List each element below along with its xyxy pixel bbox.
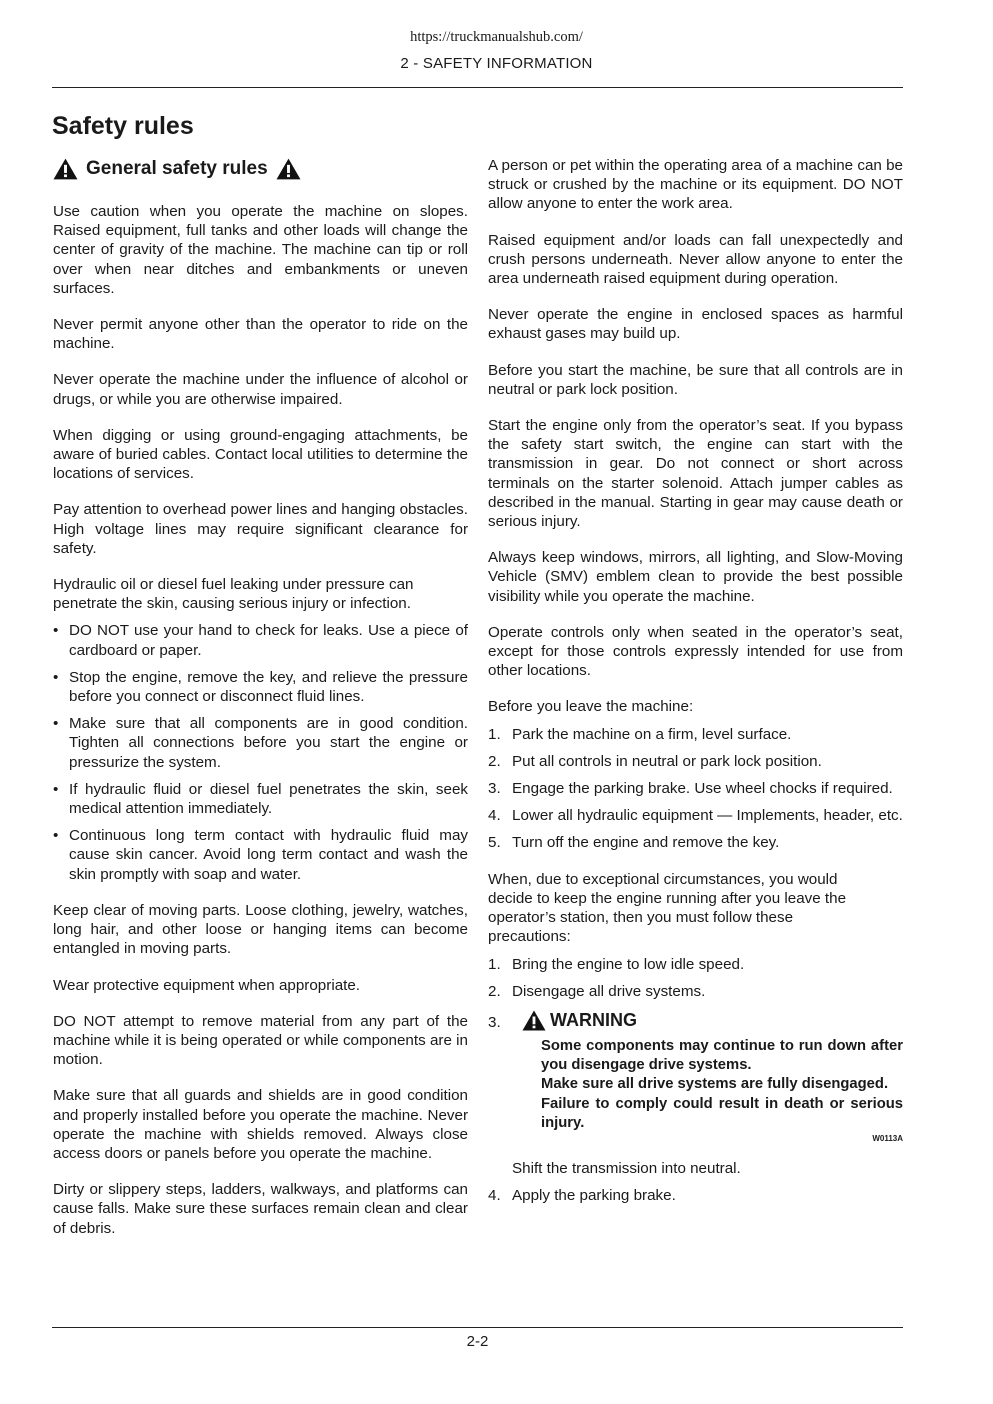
list-item-text: Make sure that all components are in good condition. Tighten all connections before you start the engine or pressurize the system. bbox=[69, 715, 468, 771]
step-number: 3. bbox=[488, 780, 501, 798]
list-item-text: Continuous long term contact with hydraulic fluid may cause skin cancer. Avoid long term contact and wash the skin promptly with soap and water. bbox=[69, 827, 468, 883]
footer-rule bbox=[52, 1327, 903, 1328]
warning-title: WARNING bbox=[550, 1010, 637, 1031]
list-item bbox=[488, 752, 903, 771]
left-column bbox=[53, 153, 468, 1255]
source-url: https://truckmanualshub.com/ bbox=[410, 29, 583, 45]
list-item-text: Stop the engine, remove the key, and relieve the pressure before you connect or disconnect fluid lines. bbox=[69, 668, 468, 706]
paragraph: Never operate the engine in enclosed spaces as harmful exhaust gases may build up. bbox=[488, 306, 903, 343]
step-number: 1. bbox=[488, 725, 501, 743]
section-header: 2 - SAFETY INFORMATION bbox=[400, 55, 593, 72]
list-item: • Continuous long term contact with hydraulic fluid may cause skin cancer. Avoid long term contact and wash the skin promptly with soap and water. bbox=[53, 827, 468, 883]
warning-box bbox=[488, 1009, 903, 1145]
list-item-text: Disengage all drive systems. bbox=[512, 982, 706, 1000]
leave-intro: Before you leave the machine: bbox=[488, 698, 694, 716]
list-item bbox=[488, 806, 903, 825]
paragraph: Wear protective equipment when appropriate. bbox=[53, 976, 361, 994]
bullet-list bbox=[53, 621, 468, 883]
warning-triangle-icon bbox=[53, 158, 78, 180]
step-number: 2. bbox=[488, 752, 501, 770]
paragraph: When digging or using ground-engaging attachments, be aware of buried cables. Contact local utilities to determine the locations of services. bbox=[53, 426, 468, 483]
warning-code: W0113A bbox=[872, 1133, 903, 1143]
step-continuation: Shift the transmission into neutral. bbox=[512, 1159, 741, 1177]
paragraph: Before you start the machine, be sure that all controls are in neutral or park lock position. bbox=[488, 361, 903, 398]
list-item: • Stop the engine, remove the key, and relieve the pressure before you connect or disconnect fluid lines. bbox=[53, 668, 468, 706]
paragraph: A person or pet within the operating area of a machine can be struck or crushed by the machine or its equipment. DO NOT allow anyone to enter the work area. bbox=[488, 157, 903, 213]
list-item bbox=[488, 779, 903, 798]
paragraph: Raised equipment and/or loads can fall unexpectedly and crush persons underneath. Never allow anyone to enter the area underneath raised equipment during operation. bbox=[488, 231, 903, 288]
paragraph: DO NOT attempt to remove material from any part of the machine while it is being operated or while components are in motion. bbox=[53, 1012, 468, 1069]
list-item-text: Put all controls in neutral or park lock position. bbox=[512, 752, 822, 770]
list-item bbox=[488, 982, 903, 1001]
paragraph: Hydraulic oil or diesel fuel leaking under pressure can penetrate the skin, causing serious injury or infection. bbox=[53, 576, 414, 613]
warning-triangle-icon bbox=[276, 158, 301, 180]
paragraph: Always keep windows, mirrors, all lighting, and Slow-Moving Vehicle (SMV) emblem clean to provide the best possible visibility while you operate the machine. bbox=[488, 549, 903, 605]
paragraph: Start the engine only from the operator’s seat. If you bypass the safety start switch, the engine can start with the transmission in gear. Do not connect or short across terminals on the starter solenoid. Attach jumper cables as described in the manual. Starting in gear may cause death or serious injury. bbox=[488, 417, 903, 531]
paragraph: Make sure that all guards and shields are in good condition and properly installed before you operate the machine. Never operate the machine with shields removed. Always close access doors or panels before you operate the machine. bbox=[53, 1087, 468, 1162]
page-title: Safety rules bbox=[52, 112, 194, 140]
step-number: 4. bbox=[488, 1187, 501, 1205]
warning-line: Failure to comply could result in death or serious injury. bbox=[541, 1095, 903, 1131]
list-item-text: Park the machine on a firm, level surface. bbox=[512, 725, 792, 743]
list-item bbox=[488, 833, 903, 852]
list-item-text: DO NOT use your hand to check for leaks. Use a piece of cardboard or paper. bbox=[69, 622, 468, 659]
leave-steps-list bbox=[488, 725, 903, 853]
subheading-text: General safety rules bbox=[86, 158, 268, 180]
step-number: 1. bbox=[488, 955, 501, 973]
running-steps-list bbox=[488, 955, 903, 1001]
warning-line: Make sure all drive systems are fully disengaged. bbox=[541, 1076, 889, 1093]
step-number: 4. bbox=[488, 807, 501, 825]
list-item: • DO NOT use your hand to check for leaks. Use a piece of cardboard or paper. bbox=[53, 622, 468, 659]
step-number: 5. bbox=[488, 834, 501, 852]
list-item bbox=[488, 1186, 903, 1205]
general-safety-heading bbox=[53, 153, 468, 185]
paragraph: Never operate the machine under the influence of alcohol or drugs, or while you are otherwise impaired. bbox=[53, 371, 468, 408]
list-item-text: Bring the engine to low idle speed. bbox=[512, 955, 745, 973]
paragraph: Never permit anyone other than the operator to ride on the machine. bbox=[53, 316, 468, 353]
list-item bbox=[488, 955, 903, 974]
warning-triangle-icon bbox=[522, 1010, 546, 1031]
paragraph: Pay attention to overhead power lines and hanging obstacles. High voltage lines may require significant clearance for safety. bbox=[53, 501, 468, 557]
list-item bbox=[488, 725, 903, 744]
warning-heading bbox=[522, 1009, 903, 1033]
list-item-text: If hydraulic fluid or diesel fuel penetrates the skin, seek medical attention immediately. bbox=[69, 780, 468, 818]
warning-line: Some components may continue to run down after you disengage drive systems. bbox=[541, 1037, 903, 1074]
right-column bbox=[488, 156, 903, 1222]
list-item-text: Turn off the engine and remove the key. bbox=[512, 834, 780, 852]
list-item: • If hydraulic fluid or diesel fuel penetrates the skin, seek medical attention immediately. bbox=[53, 780, 468, 818]
warning-text bbox=[541, 1037, 903, 1145]
list-item: • Make sure that all components are in good condition. Tighten all connections before you start the engine or pressurize the system. bbox=[53, 715, 468, 771]
step-number: 2. bbox=[488, 982, 501, 1000]
page-number: 2-2 bbox=[466, 1333, 489, 1350]
header-rule bbox=[52, 87, 903, 88]
list-item-text: Engage the parking brake. Use wheel chocks if required. bbox=[512, 780, 893, 798]
running-intro: When, due to exceptional circumstances, you would decide to keep the engine running after you leave the operator’s station, then you must follow these precautions: bbox=[488, 870, 847, 946]
list-item-text: Lower all hydraulic equipment — Implements, header, etc. bbox=[512, 807, 903, 825]
paragraph: Keep clear of moving parts. Loose clothing, jewelry, watches, long hair, and other loose or hanging items can become entangled in moving parts. bbox=[53, 901, 468, 958]
list-item-text: Apply the parking brake. bbox=[512, 1187, 676, 1205]
running-steps-list-cont bbox=[488, 1186, 903, 1205]
paragraph: Dirty or slippery steps, ladders, walkways, and platforms can cause falls. Make sure these surfaces remain clean and clear of debris. bbox=[53, 1181, 468, 1237]
paragraph: Operate controls only when seated in the operator’s seat, except for those controls expressly intended for use from other locations. bbox=[488, 623, 903, 680]
step-number: 3. bbox=[488, 1013, 501, 1031]
paragraph: Use caution when you operate the machine on slopes. Raised equipment, full tanks and other loads will change the center of gravity of the machine. The machine can tip or roll over when near ditches and embankments or uneven surfaces. bbox=[53, 203, 468, 297]
